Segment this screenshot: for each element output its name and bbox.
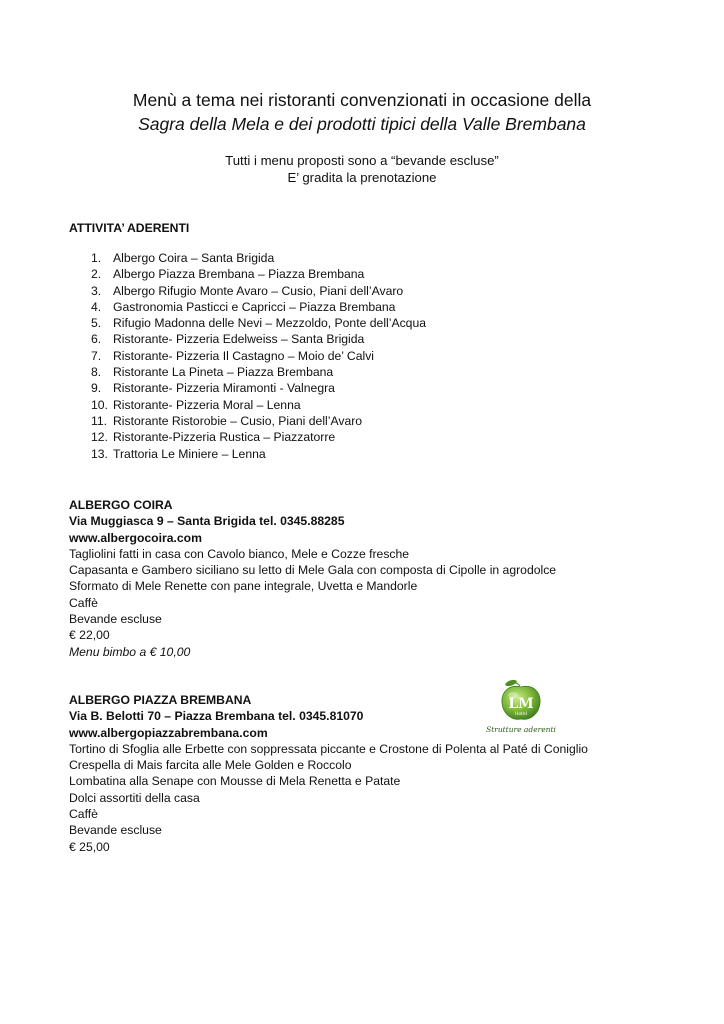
venue-name: ALBERGO COIRA — [69, 498, 173, 512]
list-item-text: Albergo Rifugio Monte Avaro – Cusio, Piani dell’Avaro — [113, 283, 404, 298]
menu-price: € 22,00 — [69, 628, 110, 643]
list-item-text: Ristorante- Pizzeria Edelweiss – Santa Brigida — [113, 332, 365, 347]
list-item-number: 10. — [91, 397, 108, 412]
list-item — [69, 446, 426, 462]
list-item — [69, 315, 426, 331]
venue-name: ALBERGO PIAZZA BREMBANA — [69, 693, 252, 707]
list-item-text: Trattoria Le Miniere – Lenna — [113, 446, 266, 461]
list-item-number: 6. — [91, 332, 102, 347]
logo-small-label: Hotel — [515, 712, 527, 717]
logo-label: Strutture aderenti — [486, 725, 556, 734]
list-item-text: Albergo Piazza Brembana – Piazza Brembana — [113, 267, 365, 282]
list-item — [69, 250, 426, 266]
venue-website[interactable]: www.albergopiazzabrembana.com — [69, 725, 268, 740]
apple-logo-icon — [479, 678, 563, 740]
venue-website[interactable]: www.albergocoira.com — [69, 530, 202, 545]
menu-coffee: Caffè — [69, 595, 98, 610]
list-item-text: Ristorante-Pizzeria Rustica – Piazzatorre — [113, 430, 336, 445]
list-item — [69, 266, 426, 282]
menu-dish: Sformato di Mele Renette con pane integrale, Uvetta e Mandorle — [69, 579, 418, 594]
apple-logo — [479, 678, 563, 740]
menu-dish: Tagliolini fatti in casa con Cavolo bianco, Mele e Cozze fresche — [69, 546, 410, 561]
list-item-number: 13. — [91, 446, 108, 461]
list-item — [69, 331, 426, 347]
menu-dish: Tortino di Sfoglia alle Erbette con soppressata piccante e Crostone di Polenta al Paté di Coniglio — [69, 741, 588, 756]
list-item-text: Albergo Coira – Santa Brigida — [113, 251, 275, 265]
booking-notes — [0, 152, 724, 186]
menu-dish: Crespella di Mais farcita alle Mele Golden e Roccolo — [69, 758, 352, 773]
menu-drinks-note: Bevande escluse — [69, 823, 162, 838]
reservation-note: E’ gradita la prenotazione — [287, 170, 437, 185]
list-item — [69, 397, 426, 413]
list-item — [69, 348, 426, 364]
list-item — [69, 299, 426, 315]
list-item-number: 3. — [91, 283, 102, 298]
menu-coffee: Caffè — [69, 807, 98, 822]
menu-dish: Lombatina alla Senape con Mousse di Mela Renetta e Patate — [69, 774, 401, 789]
list-item-text: Ristorante Ristorobie – Cusio, Piani dell’Avaro — [113, 413, 363, 428]
list-item-number: 11. — [91, 413, 108, 428]
venue-albergo-coira — [69, 497, 556, 660]
venue-address: Via Muggiasca 9 – Santa Brigida tel. 0345.88285 — [69, 514, 345, 529]
list-item-number: 8. — [91, 365, 102, 380]
list-item — [69, 429, 426, 445]
venue-address: Via B. Belotti 70 – Piazza Brembana tel. 0345.81070 — [69, 709, 364, 724]
list-item — [69, 364, 426, 380]
list-item-text: Gastronomia Pasticci e Capricci – Piazza Brembana — [113, 299, 396, 314]
page-title — [0, 88, 724, 136]
list-item-text: Ristorante La Pineta – Piazza Brembana — [113, 365, 334, 380]
title-line-1: Menù a tema nei ristoranti convenzionati in occasione della — [132, 90, 592, 110]
list-item-number: 7. — [91, 348, 102, 363]
logo-monogram: LM — [508, 696, 534, 712]
list-item-number: 2. — [91, 267, 102, 282]
members-heading: ATTIVITA’ ADERENTI — [69, 221, 190, 235]
list-item — [69, 413, 426, 429]
list-item-number: 5. — [91, 316, 102, 331]
list-item-number: 1. — [91, 251, 102, 265]
menu-dessert: Dolci assortiti della casa — [69, 790, 200, 805]
list-item-text: Ristorante- Pizzeria Moral – Lenna — [113, 397, 301, 412]
drinks-note: Tutti i menu proposti sono a “bevande escluse” — [225, 153, 499, 168]
kids-menu-price: Menu bimbo a € 10,00 — [69, 644, 191, 659]
list-item — [69, 283, 426, 299]
members-list — [69, 250, 426, 462]
list-item-text: Ristorante- Pizzeria Il Castagno – Moio de’ Calvi — [113, 348, 375, 363]
list-item-text: Ristorante- Pizzeria Miramonti - Valnegra — [113, 381, 335, 396]
list-item-text: Rifugio Madonna delle Nevi – Mezzoldo, Ponte dell’Acqua — [113, 316, 427, 331]
list-item — [69, 380, 426, 396]
list-item-number: 12. — [91, 430, 108, 445]
title-line-2: Sagra della Mela e dei prodotti tipici della Valle Brembana — [138, 114, 586, 134]
menu-dish: Capasanta e Gambero siciliano su letto di Mele Gala con composta di Cipolle in agrodolce — [69, 563, 557, 578]
menu-drinks-note: Bevande escluse — [69, 612, 162, 627]
menu-price: € 25,00 — [69, 839, 110, 854]
list-item-number: 9. — [91, 381, 102, 396]
list-item-number: 4. — [91, 299, 102, 314]
